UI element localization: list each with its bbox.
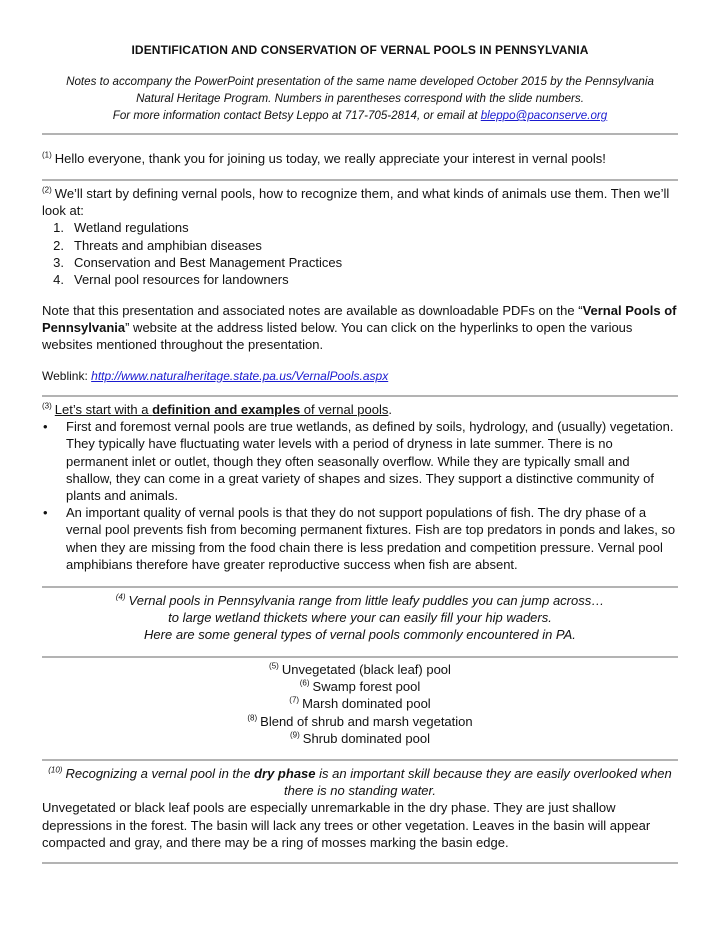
pool-type-item (42, 661, 678, 678)
pool-type-item (42, 713, 678, 730)
slide-number: (1) (42, 150, 52, 160)
slide-10-heading (42, 765, 678, 782)
list-item (42, 237, 678, 254)
list-number: 4. (53, 272, 64, 288)
slide-1-note (42, 150, 678, 167)
note-text-end: ” website at the address listed below. You can click on the hyperlinks to open the various websites mentioned throughout the presentation. (42, 320, 633, 353)
slide-10-text: Recognizing a vernal pool in the (65, 766, 255, 781)
intro-line-2: Natural Heritage Program. Numbers in parentheses correspond with the slide numbers. (136, 92, 584, 105)
list-label: Wetland regulations (74, 220, 189, 236)
bullet-icon: • (43, 505, 48, 521)
intro-line-3 (42, 107, 678, 124)
slide-number: (9) (290, 730, 300, 740)
weblink-label: Weblink: (42, 369, 92, 383)
list-label: Vernal pool resources for landowners (74, 272, 289, 288)
topics-list (42, 219, 678, 288)
site-name: Vernal Pools of Pennsylvania (42, 303, 677, 336)
divider (42, 133, 678, 135)
list-label: Conservation and Best Management Practices (74, 254, 343, 270)
contact-text: For more information contact Betsy Leppo at 717-705-2814, or email at (112, 109, 481, 122)
divider (42, 586, 678, 588)
list-item (42, 254, 678, 271)
divider (42, 759, 678, 761)
divider (42, 862, 678, 864)
document-title: IDENTIFICATION AND CONSERVATION OF VERNAL POOLS IN PENNSYLVANIA (131, 43, 589, 57)
pool-type-label: Unvegetated (black leaf) pool (281, 662, 451, 677)
slide-4-line-1: Vernal pools in Pennsylvania range from little leafy puddles you can jump across… (128, 593, 605, 608)
slide-1-text: Hello everyone, thank you for joining us today, we really appreciate your interest in vernal pools! (54, 151, 606, 166)
weblink-url[interactable]: http://www.naturalheritage.state.pa.us/VernalPools.aspx (91, 369, 389, 383)
slide-number: (6) (299, 678, 310, 688)
slide-10-note (42, 765, 678, 851)
lead-text: Let’s start with a (54, 402, 153, 417)
bullet-text: First and foremost vernal pools are true wetlands, as defined by soils, hydrology, and (usually) vegetation. They typically have fluctuating water levels with a period of dryness in late summer. There is no permanent inlet or outlet, though they often seasonally overflow. While they are typically small and shallow, they can come in a great variety of shapes and sizes. They support a distinctive community of plants and animals. (66, 419, 674, 504)
pool-type-label: Shrub dominated pool (302, 730, 430, 746)
lead-period: . (388, 402, 392, 417)
slide-number: (7) (289, 696, 300, 706)
slide-2-note (42, 185, 678, 288)
pool-type-item (42, 695, 678, 712)
lead-text-end: of vernal pools (300, 402, 389, 417)
bullet-text: An important quality of vernal pools is that they do not support populations of fish. The dry phase of a vernal pool prevents fish from becoming permanent fixtures. Fish are top predators in ponds and lakes, so when they are missing from the food chain there is less predation and competition pressure. Vernal pool amphibians therefore have greater reproductive success when fish are absent. (66, 505, 676, 572)
slide-number: (4) (115, 592, 126, 602)
list-number: 3. (53, 254, 64, 270)
slide-10-text-end: is an important skill because they are easily overlooked when (315, 766, 672, 781)
lead-bold: definition and examples (152, 402, 301, 417)
dry-phase-bold: dry phase (254, 766, 316, 781)
pool-type-label: Marsh dominated pool (302, 696, 431, 712)
availability-note (42, 302, 678, 354)
bullet-item (42, 418, 678, 504)
slide-10-paragraph: Unvegetated or black leaf pools are especially unremarkable in the dry phase. They are just shallow depressions in the forest. The basin will lack any trees or other vegetation. Leaves in the basin will appear compacted and gray, and there may be a ring of mosses marking the basin edge. (42, 800, 651, 850)
list-number: 1. (53, 220, 64, 236)
weblink-line (42, 368, 678, 385)
pool-types-list (42, 661, 678, 747)
divider (42, 179, 678, 181)
slide-number: (2) (42, 185, 52, 195)
slide-4-note (42, 592, 678, 644)
bullet-icon: • (43, 419, 48, 435)
intro-notes (42, 73, 678, 124)
slide-number: (8) (247, 713, 258, 723)
list-item (42, 219, 678, 236)
pool-type-item (42, 678, 678, 695)
slide-3-note (42, 401, 678, 573)
slide-number: (5) (269, 661, 279, 671)
pool-type-label: Blend of shrub and marsh vegetation (260, 713, 473, 729)
slide-4-line-2: to large wetland thickets where your can easily fill your hip waders. (168, 610, 552, 626)
pool-type-item (42, 730, 678, 747)
bullet-item (42, 504, 678, 573)
slide-number: (10) (48, 765, 63, 775)
slide-4-line-3: Here are some general types of vernal pools commonly encountered in PA. (144, 627, 576, 643)
note-text: Note that this presentation and associated notes are available as downloadable PDFs on the “ (42, 303, 583, 318)
slide-2-text: We’ll start by defining vernal pools, how to recognize them, and what kinds of animals use them. Then we’ll look at: (42, 186, 670, 219)
divider (42, 395, 678, 397)
divider (42, 656, 678, 658)
list-item (42, 271, 678, 288)
intro-line-1: Notes to accompany the PowerPoint presentation of the same name developed October 2015 by the Pennsylvania (66, 75, 654, 88)
pool-type-label: Swamp forest pool (312, 679, 421, 695)
list-number: 2. (53, 237, 64, 253)
list-label: Threats and amphibian diseases (74, 237, 262, 253)
slide-number: (3) (42, 401, 52, 411)
email-link[interactable]: bleppo@paconserve.org (480, 109, 608, 122)
slide-10-line-2: there is no standing water. (284, 783, 436, 799)
